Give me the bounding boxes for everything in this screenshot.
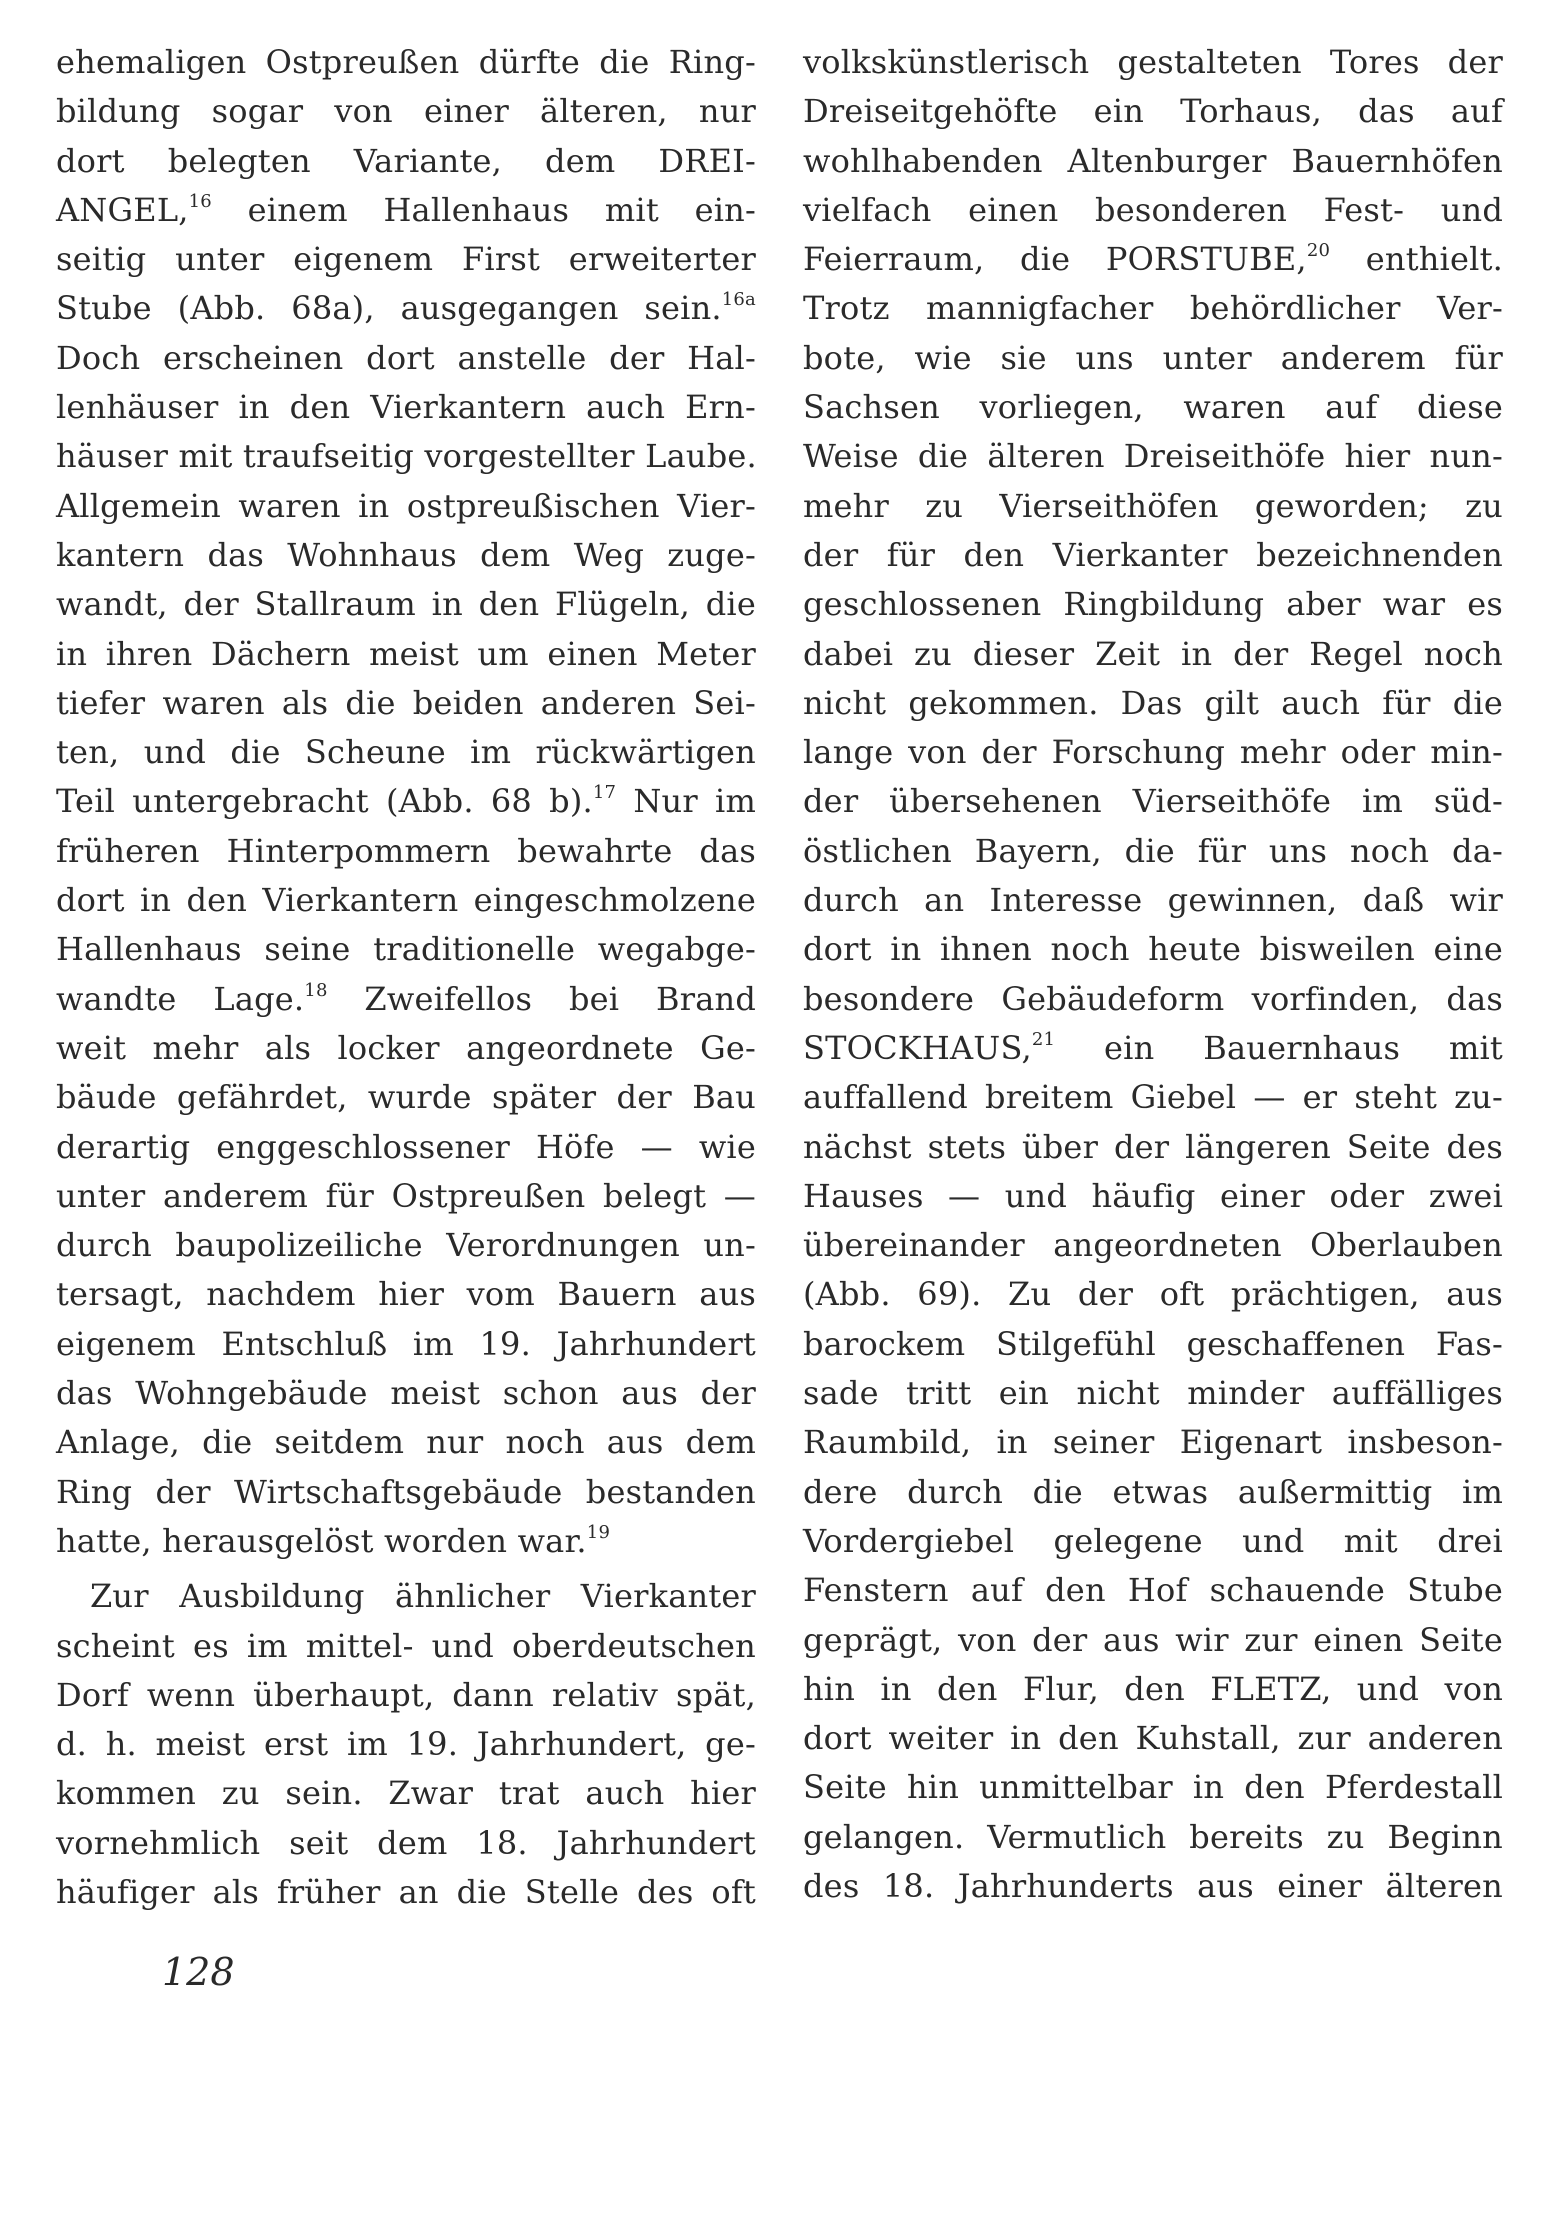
text-segment: Ring der Wirtschaftsgebäude bestanden [56,1472,756,1511]
text-line [803,1468,1503,1517]
text-line [56,1418,756,1467]
text-segment: häufiger als früher an die Stelle des oft [56,1872,756,1911]
text-line [56,1320,756,1369]
text-segment: nächst stets über der längeren Seite des [803,1127,1503,1166]
text-segment: gelangen. Vermutlich bereits zu Beginn [803,1817,1503,1856]
text-segment: ehemaligen Ostpreußen dürfte die Ring- [56,43,756,81]
footnote-reference: 16a [721,289,756,311]
text-segment: Hauses — und häufig einer oder zwei [803,1176,1503,1215]
text-segment: Zweifellos bei Brand [327,979,757,1018]
text-segment: Fenstern auf den Hof schauende Stube [803,1571,1503,1610]
text-segment: wandt, der Stallraum in den Flügeln, die [56,585,756,624]
text-segment: Sachsen vorliegen, waren auf diese [803,388,1503,427]
text-line [803,186,1503,235]
text-line [803,827,1503,876]
text-segment: eigenem Entschluß im 19. Jahrhundert [56,1324,756,1363]
text-line [56,777,756,826]
text-segment: Anlage, die seitdem nur noch aus dem [56,1423,756,1462]
text-line [56,925,756,974]
text-segment: dort in den Vierkantern eingeschmolzene [56,881,756,920]
text-line [803,1813,1503,1862]
text-line [803,679,1503,728]
text-segment: häuser mit traufseitig vorgestellter Laube. [56,437,757,476]
text-segment: bote, wie sie uns unter anderem für [803,338,1503,377]
text-line [803,777,1503,826]
text-segment: einem Hallenhaus mit ein- [211,190,756,229]
text-segment: enthielt. [1330,240,1503,279]
text-segment: Zur Ausbildung ähnlicher Vierkanter [90,1577,756,1616]
text-segment: vornehmlich seit dem 18. Jahrhundert [56,1823,756,1862]
text-line [803,1566,1503,1615]
text-line [803,1665,1503,1714]
text-segment: der übersehenen Vierseithöfe im süd- [803,782,1503,821]
text-line [56,1720,756,1769]
text-segment: geprägt, von der aus wir zur einen Seite [803,1620,1503,1659]
text-segment: Dreiseitgehöfte ein Torhaus, das auf [803,92,1503,131]
text-segment: Teil untergebracht (Abb. 68 b). [56,782,593,821]
text-segment: der für den Vierkanter bezeichnenden [803,535,1503,574]
text-line [803,1320,1503,1369]
text-segment: früheren Hinterpommern bewahrte das [56,831,756,870]
text-line [56,827,756,876]
text-segment: Dorf wenn überhaupt, dann relativ spät, [56,1675,756,1714]
text-segment: Nur im [616,782,757,821]
text-line [56,1221,756,1270]
text-line [803,925,1503,974]
text-segment: lange von der Forschung mehr oder min- [803,733,1503,772]
text-segment: derartig enggeschlossener Höfe — wie [56,1127,756,1166]
text-line [803,87,1503,136]
text-segment: dort belegten Variante, dem DREI- [56,141,756,180]
text-segment: bildung sogar von einer älteren, nur [56,92,756,131]
text-segment: durch an Interesse gewinnen, daß wir [803,881,1503,920]
text-segment: dort in ihnen noch heute bisweilen eine [803,930,1503,969]
text-segment: kommen zu sein. Zwar trat auch hier [56,1774,756,1813]
text-segment: Weise die älteren Dreiseithöfe hier nun- [803,437,1503,476]
text-line [803,630,1503,679]
text-line [56,1572,756,1621]
text-line [803,531,1503,580]
text-line [56,1123,756,1172]
text-segment: Stube (Abb. 68a), ausgegangen sein. [56,289,722,328]
text-line [803,1073,1503,1122]
text-segment: Allgemein waren in ostpreußischen Vier- [56,486,756,525]
text-line [803,334,1503,383]
text-segment: Vordergiebel gelegene und mit drei [803,1521,1503,1560]
text-segment: übereinander angeordneten Oberlauben [803,1226,1503,1265]
text-line [56,1172,756,1221]
text-segment: nicht gekommen. Das gilt auch für die [803,683,1503,722]
text-segment: Hallenhaus seine traditionelle wegabge- [56,930,756,969]
text-segment: barockem Stilgefühl geschaffenen Fas- [803,1324,1503,1363]
text-line [803,137,1503,186]
text-segment: ANGEL, [56,190,189,229]
text-line [803,1221,1503,1270]
text-line [56,1517,756,1566]
text-line [803,1616,1503,1665]
text-line [56,1270,756,1319]
text-segment: wandte Lage. [56,979,305,1018]
text-segment: unter anderem für Ostpreußen belegt — [56,1176,756,1215]
left-text-column [56,38,756,1917]
footnote-reference: 19 [586,1521,611,1543]
text-line [56,38,756,87]
text-line [803,876,1503,925]
footnote-reference: 16 [188,190,212,212]
text-line [56,87,756,136]
text-line [56,1769,756,1818]
text-line [803,235,1503,284]
text-segment: das Wohngebäude meist schon aus der [56,1374,756,1413]
text-segment: Raumbild, in seiner Eigenart insbeson- [803,1423,1503,1462]
text-line [803,580,1503,629]
text-segment: hin in den Flur, den FLETZ, und von [803,1669,1503,1708]
text-line [803,432,1503,481]
text-segment: ein Bauernhaus mit [1055,1028,1503,1067]
text-line [803,1369,1503,1418]
text-line [803,1123,1503,1172]
text-segment: seitig unter eigenem First erweiterter [56,240,756,279]
text-segment: vielfach einen besonderen Fest- und [803,190,1503,229]
text-segment: Seite hin unmittelbar in den Pferdestall [803,1768,1503,1807]
text-segment: volkskünstlerisch gestalteten Tores der [803,43,1503,81]
text-segment: weit mehr als locker angeordnete Ge- [56,1028,756,1067]
text-line [56,580,756,629]
text-line [56,1073,756,1122]
text-line [803,383,1503,432]
text-line [56,1024,756,1073]
text-line [56,975,756,1024]
footnote-reference: 20 [1306,240,1331,262]
text-line [803,1418,1503,1467]
text-segment: d. h. meist erst im 19. Jahrhundert, ge- [56,1725,756,1764]
text-segment: STOCKHAUS, [803,1028,1032,1067]
right-text-column [803,38,1503,1911]
text-line [56,630,756,679]
text-line [56,1671,756,1720]
text-segment: in ihren Dächern meist um einen Meter [56,634,756,673]
text-line [56,1468,756,1517]
text-segment: besondere Gebäudeform vorfinden, das [803,979,1503,1018]
text-line [56,235,756,284]
text-line [56,284,756,333]
text-segment: Doch erscheinen dort anstelle der Hal- [56,338,756,377]
text-line [56,383,756,432]
text-line [803,284,1503,333]
text-line [803,1763,1503,1812]
text-segment: hatte, herausgelöst worden war. [56,1521,587,1560]
text-line [803,1172,1503,1221]
text-line [803,1517,1503,1566]
text-line [56,1622,756,1671]
text-segment: tiefer waren als die beiden anderen Sei- [56,683,756,722]
text-line [56,482,756,531]
text-line [56,186,756,235]
text-line [56,334,756,383]
text-segment: auffallend breitem Giebel — er steht zu- [803,1078,1503,1117]
text-segment: dere durch die etwas außermittig im [803,1472,1503,1511]
text-segment: dort weiter in den Kuhstall, zur anderen [803,1719,1503,1758]
text-line [56,432,756,481]
text-segment: lenhäuser in den Vierkantern auch Ern- [56,388,756,427]
text-line [56,531,756,580]
text-line [803,482,1503,531]
footnote-reference: 21 [1031,1028,1056,1050]
text-segment: geschlossenen Ringbildung aber war es [803,585,1503,624]
text-line [803,38,1503,87]
text-line [56,679,756,728]
text-line [803,1024,1503,1073]
text-segment: Trotz mannigfacher behördlicher Ver- [803,289,1503,328]
text-line [56,1819,756,1868]
text-line [803,975,1503,1024]
text-line [56,1369,756,1418]
page-number: 128 [162,1950,235,1994]
text-line [803,1714,1503,1763]
text-segment: östlichen Bayern, die für uns noch da- [803,831,1503,870]
text-segment: sade tritt ein nicht minder auffälliges [803,1374,1503,1413]
text-segment: kantern das Wohnhaus dem Weg zuge- [56,535,756,574]
text-segment: ten, und die Scheune im rückwärtigen [56,733,756,772]
text-line [56,876,756,925]
text-segment: (Abb. 69). Zu der oft prächtigen, aus [803,1275,1503,1314]
text-line [803,1862,1503,1911]
text-segment: bäude gefährdet, wurde später der Bau [56,1078,756,1117]
text-segment: wohlhabenden Altenburger Bauernhöfen [803,141,1503,180]
text-line [803,728,1503,777]
text-segment: tersagt, nachdem hier vom Bauern aus [56,1275,756,1314]
text-segment: durch baupolizeiliche Verordnungen un- [56,1226,756,1265]
text-segment: des 18. Jahrhunderts aus einer älteren [803,1866,1503,1905]
text-segment: dabei zu dieser Zeit in der Regel noch [803,634,1503,673]
text-line [803,1270,1503,1319]
text-segment: Feierraum, die PORSTUBE, [803,240,1307,279]
footnote-reference: 17 [592,782,617,804]
text-line [56,1868,756,1917]
text-segment: mehr zu Vierseithöfen geworden; zu [803,486,1503,525]
text-line [56,728,756,777]
footnote-reference: 18 [304,979,328,1001]
text-segment: scheint es im mittel- und oberdeutschen [56,1626,756,1665]
text-line [56,137,756,186]
